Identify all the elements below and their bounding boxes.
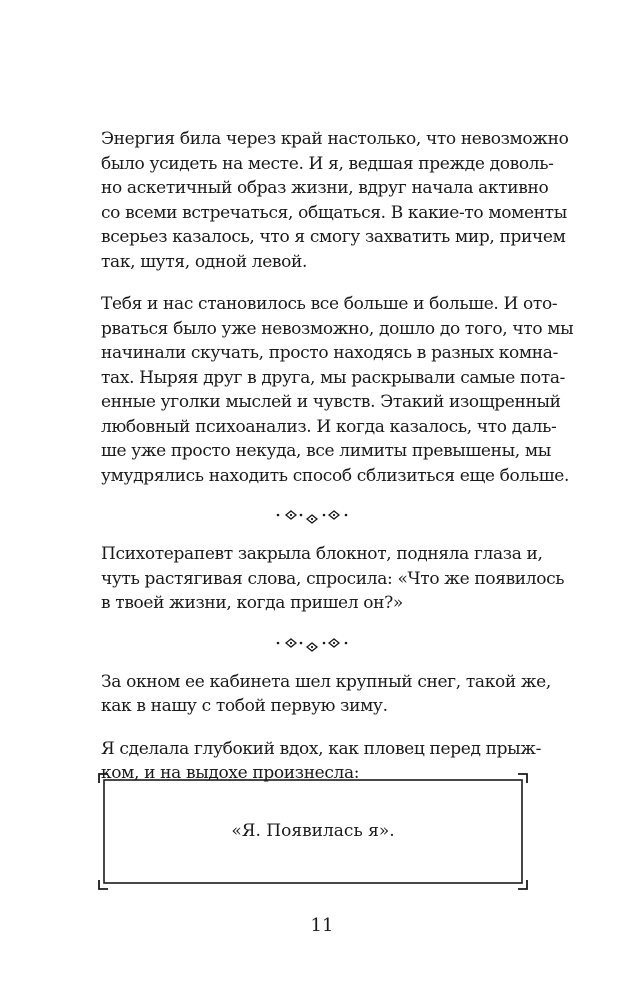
text-line: так, шутя, одной левой. [101, 251, 308, 272]
text-line: со всеми встречаться, общаться. В какие-то моменты [101, 202, 567, 223]
text-line: енные уголки мыслей и чувств. Этакий изощренный [101, 392, 561, 412]
text-line: любовный психоанализ. И когда казалось, что даль- [101, 416, 557, 437]
text-line: чуть растягивая слова, спросила: «Что же появилось [101, 568, 565, 589]
paragraph-4 [101, 670, 551, 719]
text-line: ше уже просто некуда, все лимиты превышены, мы [101, 441, 551, 461]
text-line: начинали скучать, просто находясь в разных комна- [101, 343, 558, 363]
quote-text: «Я. Появилась я». [231, 821, 395, 841]
text-line: в твоей жизни, когда пришел он?» [101, 593, 403, 613]
diamond-ornament-icon [276, 509, 352, 525]
text-line: всерьез казалось, что я смогу захватить мир, причем [101, 227, 566, 247]
text-line: было усидеть на месте. И я, ведшая прежде доволь- [101, 153, 554, 174]
paragraph-2 [101, 292, 574, 488]
page-body [101, 127, 574, 804]
text-line: умудрялись находить способ сблизиться еще больше. [101, 465, 570, 486]
text-line: тах. Ныряя друг в друга, мы раскрывали самые пота- [101, 367, 566, 388]
quote-frame [98, 773, 528, 890]
text-line: рваться было уже невозможно, дошло до того, что мы [101, 318, 574, 339]
diamond-ornament-icon [276, 637, 352, 653]
paragraph-1 [101, 127, 569, 274]
page-number: 11 [310, 915, 334, 936]
text-line: За окном ее кабинета шел крупный снег, такой же, [101, 671, 551, 692]
section-ornament [101, 506, 527, 528]
text-line: Психотерапевт закрыла блокнот, подняла глаза и, [101, 544, 543, 564]
text-line: ком, и на выдохе произнесла: [101, 763, 360, 783]
section-ornament [101, 634, 527, 656]
paragraph-3 [101, 542, 565, 616]
text-line: Тебя и нас становилось все больше и больше. И ото- [101, 294, 558, 314]
text-line: как в нашу с тобой первую зиму. [101, 696, 388, 716]
text-line: но аскетичный образ жизни, вдруг начала активно [101, 178, 549, 198]
text-line: Я сделала глубокий вдох, как пловец перед прыж- [101, 738, 541, 759]
text-line: Энергия била через край настолько, что невозможно [101, 129, 569, 149]
